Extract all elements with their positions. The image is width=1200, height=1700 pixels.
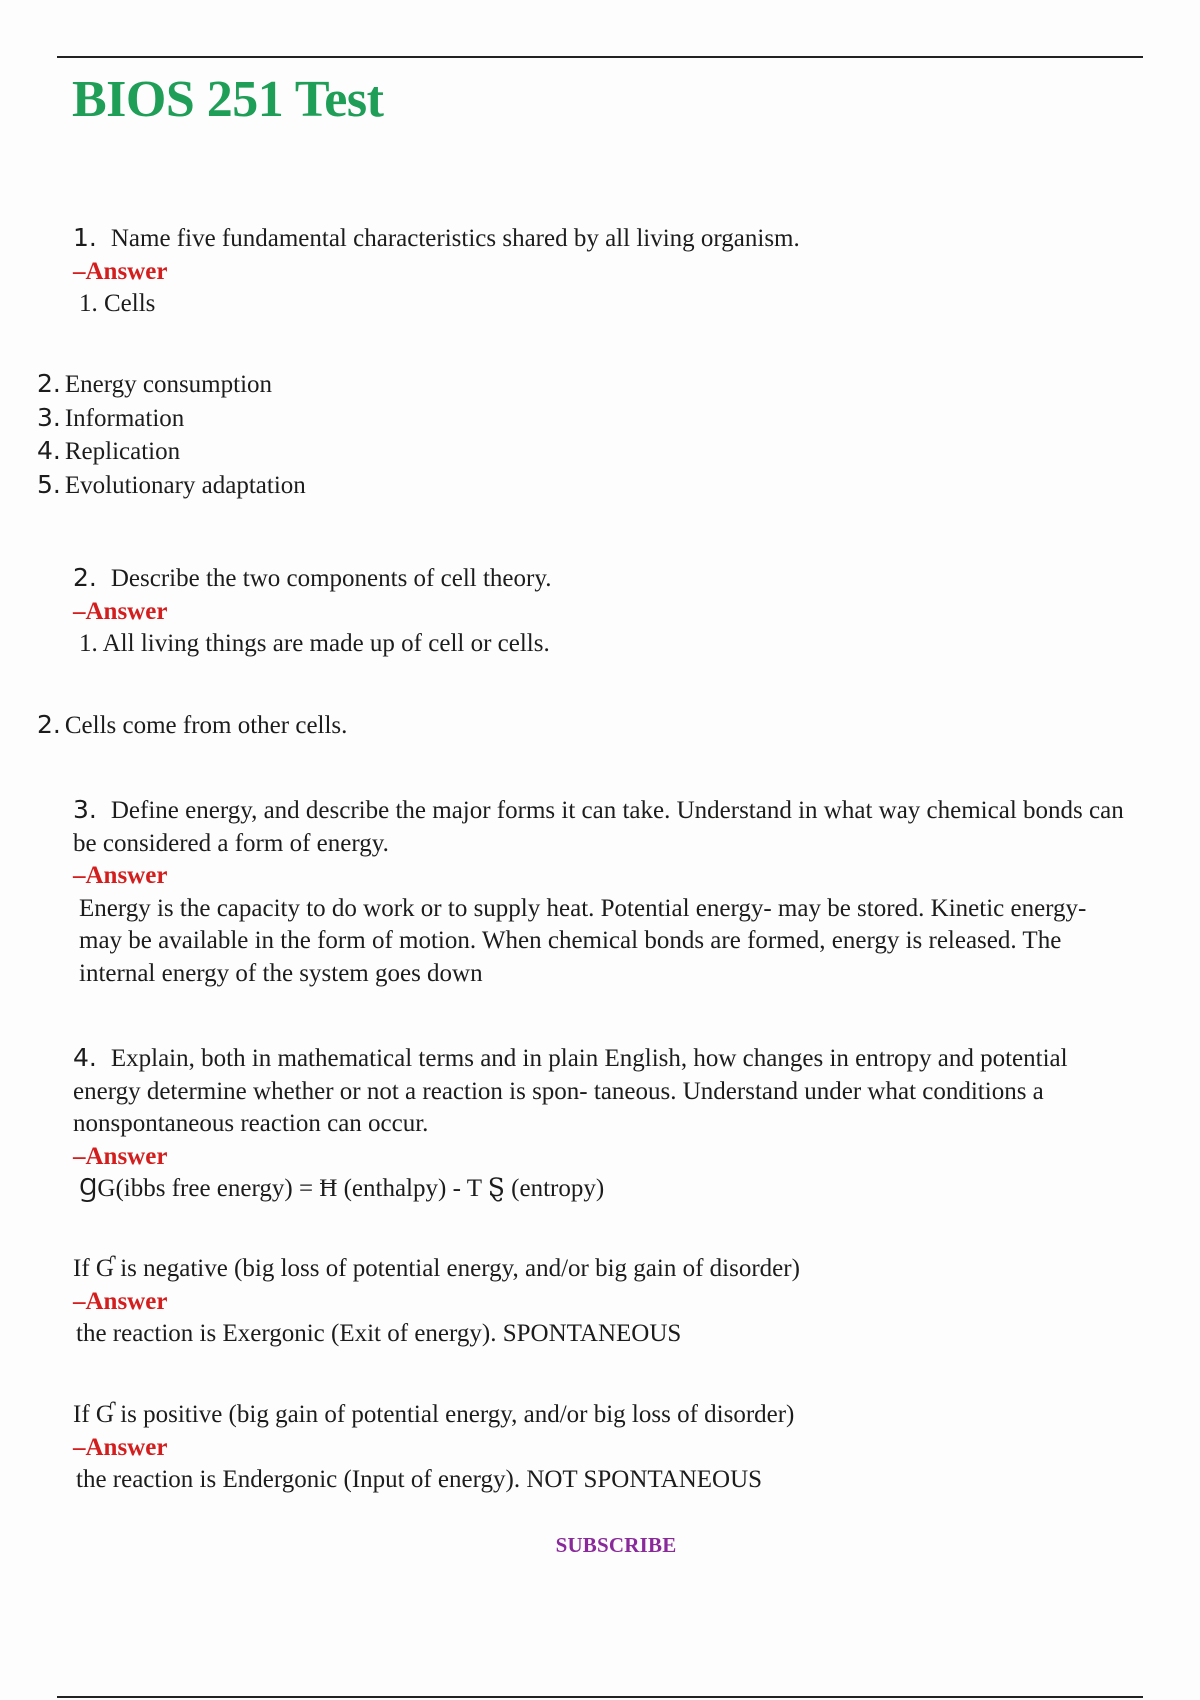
answer-list-2 xyxy=(37,709,1137,743)
list-item: 2. Cells come from other cells. xyxy=(37,710,348,739)
question-text: If Ɠ is negative (big loss of potential energy, and/or big gain of disorder) xyxy=(73,1255,800,1282)
answer-label: –Answer xyxy=(73,1287,168,1315)
question-4 xyxy=(73,1042,1133,1206)
question-text: Describe the two components of cell theory. xyxy=(110,565,552,592)
answer-text: 1. Cells xyxy=(79,290,156,317)
answer-text: 1. All living things are made up of cell or cells. xyxy=(79,630,550,657)
answer-label: –Answer xyxy=(73,1142,168,1170)
answer-text: the reaction is Exergonic (Exit of energy). SPONTANEOUS xyxy=(76,1320,682,1347)
page-title: BIOS 251 Test xyxy=(72,71,384,128)
question-number: 1. xyxy=(73,223,97,252)
list-item: 2. Energy consumption xyxy=(37,369,273,398)
followup-positive xyxy=(73,1399,1133,1497)
question-number: 4. xyxy=(73,1043,97,1072)
answer-list-1 xyxy=(37,368,1137,502)
answer-text: the reaction is Endergonic (Input of energy). NOT SPONTANEOUS xyxy=(76,1466,763,1493)
question-number: 3. xyxy=(73,795,97,824)
list-item: 3. Information xyxy=(37,402,185,432)
answer-label: –Answer xyxy=(73,257,168,285)
question-2 xyxy=(73,562,1133,661)
question-3 xyxy=(73,794,1133,990)
question-text: Define energy, and describe the major forms it can take. Understand in what way chemical bonds can be considered a form of energy. xyxy=(73,797,1124,857)
answer-text: ꞬG(ibbs free energy) = Ħ (enthalpy) - T Ȿ (entropy) xyxy=(79,1175,605,1202)
answer-label: –Answer xyxy=(73,597,168,625)
list-item: 4. Replication xyxy=(37,436,181,465)
answer-label: –Answer xyxy=(73,1433,168,1461)
bottom-rule xyxy=(57,1696,1143,1698)
answer-label: –Answer xyxy=(73,862,168,889)
question-1 xyxy=(73,222,1133,321)
followup-negative xyxy=(73,1253,1133,1351)
question-text: Name five fundamental characteristics shared by all living organism. xyxy=(110,225,800,252)
subscribe-link[interactable]: SUBSCRIBE xyxy=(555,1533,677,1557)
top-rule xyxy=(57,56,1143,58)
question-text: Explain, both in mathematical terms and in plain English, how changes in entropy and potential energy determine whether or not a reaction is spon- taneous. Understand under what conditions a nonspontaneous reaction can occur. xyxy=(73,1045,1068,1137)
question-text: If Ɠ is positive (big gain of potential energy, and/or big loss of disorder) xyxy=(73,1401,795,1428)
answer-text: Energy is the capacity to do work or to supply heat. Potential energy- may be stored. Kinetic energy- may be available in the form of motion. When chemical bonds are formed, energy is released. The internal energy of the system goes down xyxy=(79,894,1087,987)
list-item: 5. Evolutionary adaptation xyxy=(37,469,306,499)
question-number: 2. xyxy=(73,563,97,592)
